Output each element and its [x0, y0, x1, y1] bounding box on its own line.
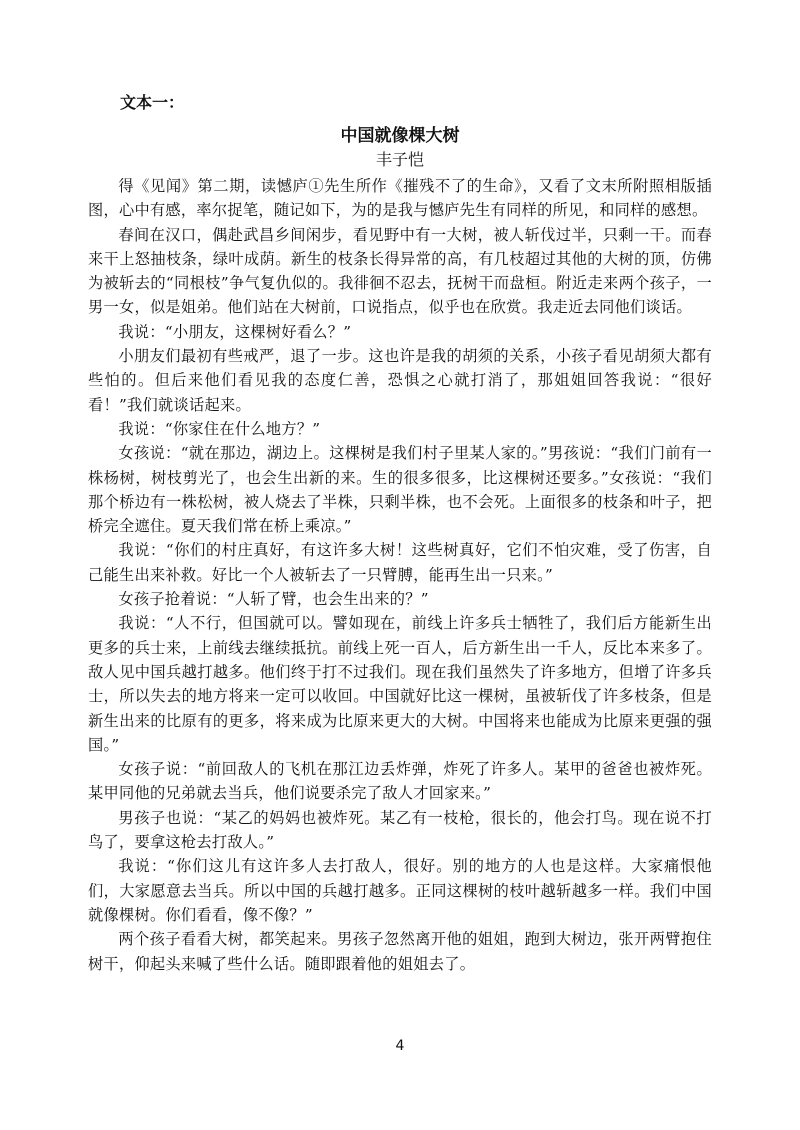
paragraph: 得《见闻》第二期，读憾庐①先生所作《摧残不了的生命》，又看了文末所附照相版插图，心中有感，率尔捉笔，随记如下，为的是我与憾庐先生有同样的所见，和同样的感想。: [88, 177, 712, 220]
article-author: 丰子恺: [375, 150, 424, 169]
paragraph: 女孩子说：“前回敌人的飞机在那江边丢炸弹，炸死了许多人。某甲的爸爸也被炸死。某甲同他的兄弟就去当兵，他们说要杀完了敌人才回家来。”: [88, 760, 712, 803]
paragraph: 我说：“你们的村庄真好，有这许多大树！这些树真好，它们不怕灾难，受了伤害，自己能生出来补救。好比一个人被斩去了一只臂膊，能再生出一只来。”: [88, 541, 712, 584]
article-title: 中国就像棵大树: [340, 126, 460, 146]
paragraph: 春间在汉口，偶赴武昌乡间闲步，看见野中有一大树，被人斩伐过半，只剩一干。而春来干上怒抽枝条，绿叶成荫。新生的枝条长得异常的高，有几枝超过其他的大树的顶，仿佛为被斩去的“同根枝”争气复仇似的。我徘徊不忍去，抚树干而盘桓。附近走来两个孩子，一男一女，似是姐弟。他们站在大树前，口说指点，似乎也在欣赏。我走近去同他们谈话。: [88, 225, 712, 317]
paragraph: 我说：“你们这儿有这许多人去打敌人，很好。别的地方的人也是这样。大家痛恨他们，大家愿意去当兵。所以中国的兵越打越多。正同这棵树的枝叶越斩越多一样。我们中国就像棵树。你们看看，像不像？”: [88, 857, 712, 924]
article-body: [88, 174, 712, 976]
paragraph: 男孩子也说：“某乙的妈妈也被炸死。某乙有一枝枪，很长的，他会打鸟。现在说不打鸟了，要拿这枪去打敌人。”: [88, 808, 712, 852]
paragraph: 小朋友们最初有些戒严，退了一步。这也许是我的胡须的关系，小孩子看见胡须大都有些怕的。但后来他们看见我的态度仁善，恐惧之心就打消了，那姐姐回答我说：“很好看！”我们就谈话起来。: [88, 347, 712, 414]
paragraph: 两个孩子看看大树，都笑起来。男孩子忽然离开他的姐姐，跑到大树边，张开两臂抱住树干，仰起头来喊了些什么话。随即跟着他的姐姐去了。: [88, 930, 712, 973]
paragraph: 女孩子抢着说：“人斩了臂，也会生出来的？”: [118, 590, 429, 609]
page-number: 4: [395, 1038, 405, 1054]
paragraph: 我说：“人不行，但国就可以。譬如现在，前线上许多兵士牺牲了，我们后方能新生出更多的兵士来，上前线去继续抵抗。前线上死一百人，后方新生出一千人，反比本来多了。敌人见中国兵越打越多。他们终于打不过我们。现在我们虽然失了许多地方，但增了许多兵士，所以失去的地方将来一定可以收回。中国就好比这一棵树，虽被斩伐了许多枝条，但是新生出来的比原有的更多，将来成为比原来更大的大树。中国将来也能成为比原来更强的强国。”: [88, 614, 712, 754]
paragraph: 女孩说：“就在那边，湖边上。这棵树是我们村子里某人家的。”男孩说：“我们门前有一株杨树，树枝剪光了，也会生出新的来。生的很多很多，比这棵树还要多。”女孩说：“我们那个桥边有一株松树，被人烧去了半株，只剩半株，也不会死。上面很多的枝条和叶子，把桥完全遮住。夏天我们常在桥上乘凉。”: [88, 444, 712, 536]
section-label: 文本一：: [120, 93, 185, 112]
paragraph: 我说：“小朋友，这棵树好看么？”: [118, 322, 352, 341]
paragraph: 我说：“你家住在什么地方？”: [118, 419, 321, 438]
